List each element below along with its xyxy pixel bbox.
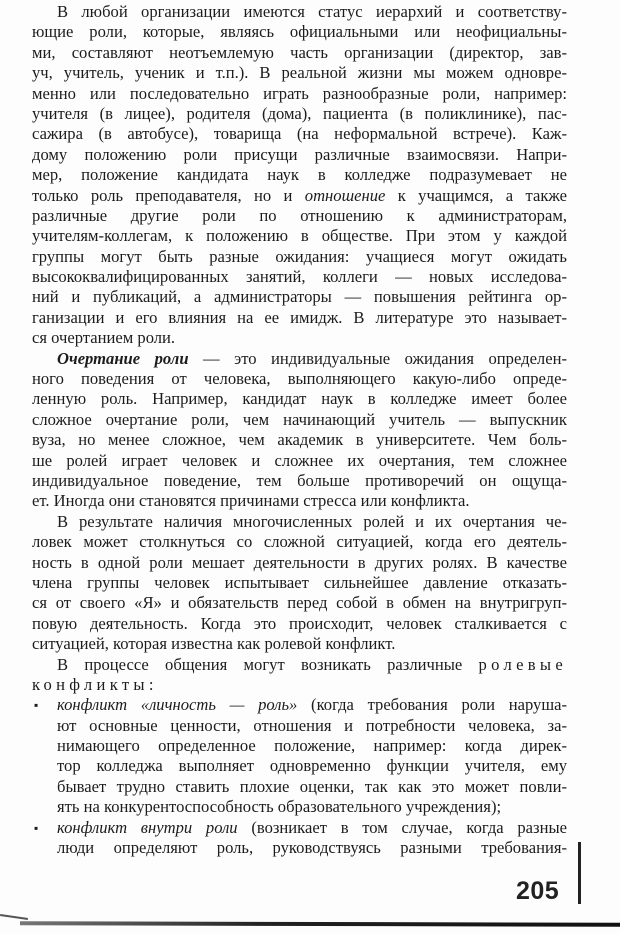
text-line (32, 736, 567, 756)
text-line (32, 471, 567, 491)
text-run: вуза, но менее сложное, чем академик в университете. Чем боль- (32, 430, 567, 450)
text-line (32, 124, 567, 144)
text-line (32, 186, 567, 206)
text-run: нимающего определенное положение, например: когда дирек- (57, 736, 567, 756)
text-line (32, 369, 567, 389)
text-line (32, 573, 567, 593)
text-run: ять на конкурентоспособность образовательного учреждения); (57, 797, 502, 817)
text-line (32, 410, 567, 430)
text-line (32, 553, 567, 573)
text-run: ний и публикаций, а администраторы — повышения рейтинга ор- (32, 287, 567, 307)
text-run: учителя (в лицее), родителя (дома), пациента (в поликлинике), пас- (32, 103, 567, 123)
text-run: тор колледжа выполняет одновременно функции учителя, ему (57, 756, 567, 776)
text-run: группы могут быть разные ожидания: учащиеся могут ожидать (32, 246, 567, 266)
text-line (32, 165, 567, 185)
text-line (32, 226, 567, 246)
text-line (32, 838, 567, 858)
text-run: ся очертанием роли. (32, 328, 176, 348)
text-line (32, 63, 567, 83)
page-bottom-edge (20, 921, 620, 927)
text-run: ше ролей играет человек и сложнее их очертания, тем сложнее (32, 450, 567, 470)
bullet-icon: ▪ (34, 820, 39, 835)
text-run: сажира (в автобусе), товарища (на неформальной встрече). Каж- (32, 124, 567, 144)
text-line (32, 389, 567, 409)
bullet-icon: ▪ (34, 698, 39, 713)
text-line (32, 328, 567, 348)
term-bold-italic: Очертание роли (57, 348, 189, 368)
page-corner-edge (0, 914, 28, 920)
text-run: люди определяют роль, руководствуясь разными требования- (57, 838, 567, 858)
text-line (32, 797, 567, 817)
text-line (32, 287, 567, 307)
text-line (32, 430, 567, 450)
text-run: В процессе общения могут возникать различные (57, 654, 479, 674)
text-run: ми, составляют неотъемлемую часть организации (директор, зав- (32, 42, 567, 62)
text-run: мер, положение кандидата наук в колледже подразумевает не (32, 165, 567, 185)
text-run: сложное очертание роли, чем начинающий учитель — выпускник (32, 409, 567, 429)
page-number: 205 (516, 877, 560, 905)
text-run: повую деятельность. Когда это происходит, человек сталкивается с (32, 613, 567, 633)
text-line (32, 634, 567, 654)
text-run: ют основные ценности, отношения и потребности человека, за- (57, 715, 567, 735)
emphasis-italic: отношение (304, 185, 386, 205)
text-run: ного поведения от человека, выполняющего какую-либо опреде- (32, 369, 567, 389)
text-run: ся от своего «Я» и обязательств перед собой в обмен на внутригруп- (32, 593, 567, 613)
text-line (32, 104, 567, 124)
text-line (32, 777, 567, 797)
text-line (32, 451, 567, 471)
text-line (32, 43, 567, 63)
text-line (32, 532, 567, 552)
text-run: высококвалифицированных занятий, коллеги — новых исследова- (32, 267, 567, 287)
text-run: бывает трудно ставить плохие оценки, так как это может повли- (57, 776, 567, 796)
text-line (32, 512, 567, 532)
text-run: ет. Иногда они становятся причинами стресса или конфликта. (32, 491, 470, 511)
text-line (32, 716, 567, 736)
text-line (32, 349, 567, 369)
text-run: (когда требования роли наруша- (297, 695, 567, 715)
text-line (32, 2, 567, 22)
text-run: различные другие роли по отношению к администраторам, (32, 205, 567, 225)
text-line (32, 818, 567, 838)
text-run: ситуацией, которая известна как ролевой конфликт. (32, 634, 396, 654)
text-line (32, 491, 567, 511)
text-run: дому положению роли присущи различные взаимосвязи. Напри- (32, 144, 567, 164)
text-line (32, 206, 567, 226)
margin-rule (578, 842, 581, 904)
text-line (32, 84, 567, 104)
text-run: только роль преподавателя, но и (32, 185, 305, 205)
text-line (32, 695, 567, 715)
body-text (32, 2, 567, 858)
text-run: к учащимся, а также (385, 185, 568, 205)
emphasis-italic: конфликт «личность — роль» (57, 695, 298, 715)
text-run: менно или последовательно играть разнообразные роли, например: (32, 83, 567, 103)
emphasis-italic: конфликт внутри роли (57, 817, 238, 837)
text-run: уч, учитель, ученик и т.п.). В реальной жизни мы можем одновре- (32, 63, 567, 83)
text-run: (возникает в том случае, когда разные (237, 817, 567, 837)
text-line (32, 247, 567, 267)
text-run: — это индивидуальные ожидания определен- (188, 348, 567, 368)
text-line (32, 756, 567, 776)
spaced-emphasis: ролевые (478, 654, 567, 674)
text-run: ленную роль. Например, кандидат наук в колледже имеет более (32, 389, 567, 409)
text-line (32, 655, 567, 675)
text-run: индивидуальное поведение, тем больше противоречий он ощуща- (32, 470, 567, 490)
text-line (32, 267, 567, 287)
text-run: ющие роли, которые, являясь официальными или неофициальны- (32, 22, 567, 42)
text-run: В любой организации имеются статус иерархий и соответству- (57, 2, 567, 21)
text-line (32, 22, 567, 42)
text-line (32, 308, 567, 328)
text-run: В результате наличия многочисленных ролей и их очертания че- (57, 511, 567, 531)
text-run: учителям-коллегам, к положению в обществе. При этом у каждой (32, 226, 567, 246)
text-run: : (148, 674, 154, 694)
text-line (32, 593, 567, 613)
text-line (32, 614, 567, 634)
text-run: ность в одной роли мешает деятельности в других ролях. В качестве (32, 552, 567, 572)
text-run: члена группы человек испытывает сильнейшее давление отказать- (32, 572, 567, 592)
text-run: ганизации и его влияния на ее имидж. В литературе это называет- (32, 307, 567, 327)
text-line (32, 145, 567, 165)
spaced-emphasis: конфликты (32, 674, 149, 694)
text-line (32, 675, 567, 695)
text-run: ловек может столкнуться со сложной ситуацией, когда его деятель- (32, 532, 567, 552)
